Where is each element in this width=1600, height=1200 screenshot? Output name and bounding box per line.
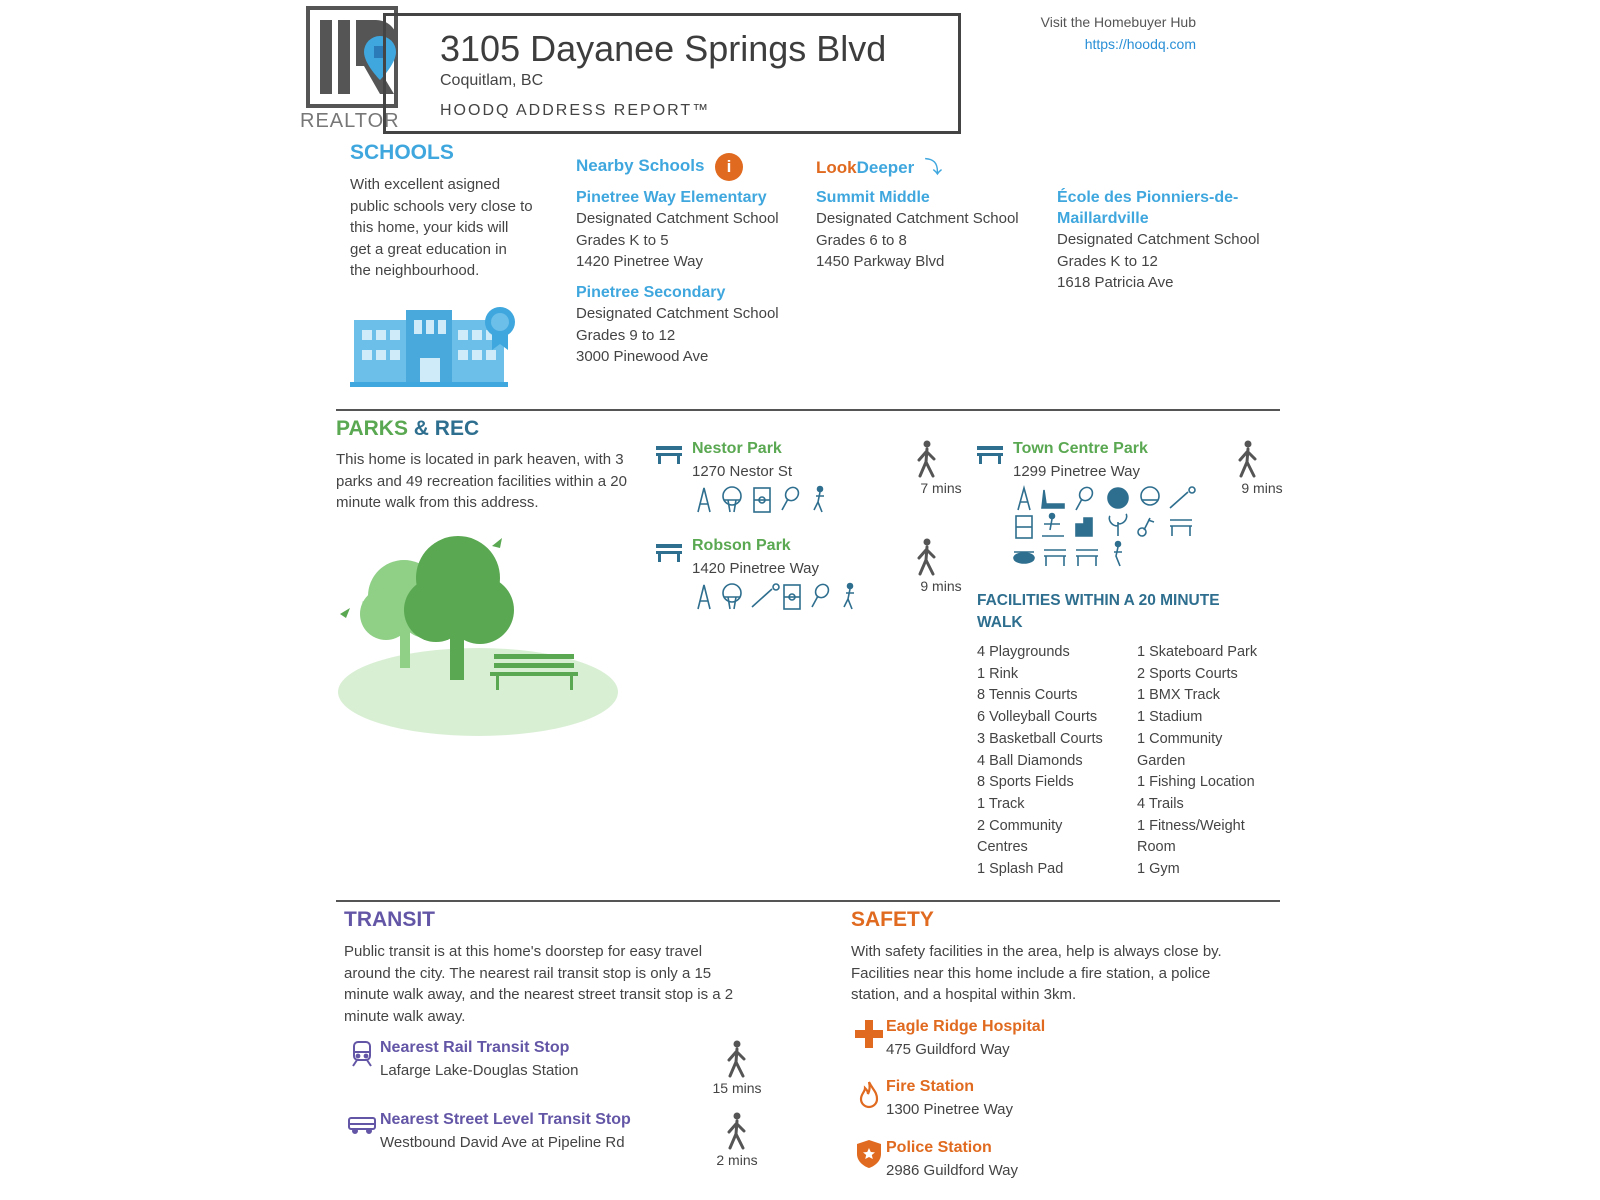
park-facility-icons: [694, 486, 844, 519]
school-address: 1450 Parkway Blvd: [816, 253, 945, 270]
facilities-list-right: [1137, 642, 1257, 881]
hospital-cross-icon: [855, 1020, 883, 1053]
facility-item: 2 Sports Courts: [1137, 665, 1238, 682]
park-name[interactable]: Nestor Park: [692, 440, 782, 457]
transit-label[interactable]: Nearest Street Level Transit Stop: [380, 1111, 631, 1128]
transit-item-1: [380, 1111, 631, 1151]
safety-label[interactable]: Fire Station: [886, 1078, 975, 1095]
facility-item: 8 Sports Fields: [977, 774, 1074, 791]
safety-address: 475 Guildford Way: [886, 1041, 1010, 1058]
facilities-list-left: [977, 642, 1103, 881]
stadium-icon: [1076, 518, 1092, 536]
homebuyer-hub-link[interactable]: https://hoodq.com: [1084, 36, 1196, 52]
homebuyer-hub-label: Visit the Homebuyer Hub: [1040, 14, 1196, 30]
track-icon: [1042, 514, 1064, 537]
facility-item: 1 BMX Track: [1137, 687, 1220, 704]
school-name[interactable]: Summit Middle: [816, 189, 930, 206]
school-type: Designated Catchment School: [1057, 231, 1260, 248]
facility-item: Centres: [977, 839, 1028, 856]
park-trees-illustration: [338, 534, 624, 749]
safety-label[interactable]: Eagle Ridge Hospital: [886, 1018, 1046, 1035]
transit-title: TRANSIT: [344, 908, 435, 931]
police-badge-icon: [857, 1140, 881, 1173]
school-grades: Grades 9 to 12: [576, 326, 676, 344]
walking-person-icon: [724, 1112, 750, 1155]
bench-small-icon: [1170, 520, 1192, 536]
facility-item: 8 Tennis Courts: [977, 687, 1078, 704]
realtor-logo-text: REALTOR: [300, 110, 400, 132]
school-grades: Grades K to 12: [1057, 252, 1158, 270]
facility-item: 1 Gym: [1137, 861, 1180, 878]
deeper-label: Deeper: [856, 158, 915, 177]
tennis-icon: [1076, 485, 1095, 510]
playground-icon: [698, 488, 710, 512]
school-address: 1420 Pinetree Way: [576, 253, 704, 270]
school-address: 3000 Pinewood Ave: [576, 348, 709, 365]
school-item-3: [1057, 187, 1260, 294]
school-item-1: [576, 282, 779, 368]
school-grades: Grades 6 to 8: [816, 231, 907, 249]
parks-description: This home is located in park heaven, with 3 parks and 49 recreation facilities within a 20 minute walk from this address.: [336, 451, 627, 511]
tennis-icon: [782, 485, 801, 510]
transit-stop: Lafarge Lake-Douglas Station: [380, 1062, 579, 1079]
safety-label[interactable]: Police Station: [886, 1139, 992, 1156]
divider: [336, 900, 1280, 902]
facility-item: 4 Playgrounds: [977, 644, 1070, 660]
community-icon: [1044, 550, 1066, 566]
baseball-icon: [752, 584, 779, 607]
school-type: Designated Catchment School: [576, 305, 779, 322]
splash-pad-icon: [1014, 552, 1034, 563]
baseball-icon: [1170, 487, 1195, 508]
facility-item: 1 Community: [1137, 730, 1223, 747]
bmx-icon: [1138, 518, 1154, 536]
school-address: 1618 Patricia Ave: [1057, 274, 1174, 291]
safety-item-2: [886, 1139, 1018, 1179]
transit-description: Public transit is at this home's doorstep for easy travel around the city. The nearest rail transit stop is only a 15 minute walk away, and the nearest street transit stop is a 2 minute walk away.: [344, 943, 734, 1025]
sports-field-icon: [1016, 516, 1032, 538]
facility-item: 1 Rink: [977, 665, 1019, 682]
property-city: Coquitlam, BC: [440, 72, 544, 89]
park-address: 1299 Pinetree Way: [1013, 463, 1141, 480]
park-item-0: [692, 440, 792, 480]
safety-description: With safety facilities in the area, help is always close by. Facilities near this home include a fire station, a police station, and a hospital within 3km.: [851, 943, 1222, 1003]
info-icon[interactable]: i: [715, 153, 743, 181]
property-address: 3105 Dayanee Springs Blvd: [440, 28, 887, 69]
bench-icon: [656, 444, 682, 469]
facility-item: 1 Skateboard Park: [1137, 644, 1258, 660]
fitness-icon: [814, 487, 824, 513]
schools-description: With excellent asigned public schools very close to this home, your kids will get a great education in the neighbourhood.: [350, 176, 533, 279]
facility-item: 1 Splash Pad: [977, 861, 1064, 878]
transit-label[interactable]: Nearest Rail Transit Stop: [380, 1039, 570, 1056]
park-item-1: [692, 537, 819, 577]
park-address: 1420 Pinetree Way: [692, 560, 820, 577]
safety-address: 1300 Pinetree Way: [886, 1101, 1014, 1118]
safety-item-0: [886, 1018, 1045, 1058]
park-facility-icons: [1014, 486, 1214, 571]
facility-item: 4 Ball Diamonds: [977, 752, 1083, 769]
facility-item: Garden: [1137, 752, 1186, 769]
basketball-icon: [723, 584, 741, 609]
look-label: Look: [816, 158, 857, 177]
safety-address: 2986 Guildford Way: [886, 1162, 1019, 1179]
school-grades: Grades K to 5: [576, 231, 669, 249]
facility-item: 1 Fishing Location: [1137, 774, 1255, 791]
facility-item: 2 Community: [977, 817, 1063, 834]
divider: [336, 409, 1280, 411]
walking-person-icon: [1235, 440, 1261, 483]
tennis-icon: [812, 582, 831, 607]
bench-icon: [656, 542, 682, 567]
walk-time: 2 mins: [716, 1152, 758, 1168]
facility-item: Room: [1137, 839, 1176, 856]
playground-icon: [1018, 488, 1030, 510]
community-centre-icon: [1076, 550, 1098, 566]
school-item-0: [576, 187, 779, 273]
safety-title: SAFETY: [851, 908, 934, 931]
volleyball-icon: [1108, 488, 1128, 508]
nearby-schools-heading: [576, 153, 743, 181]
school-item-2: [816, 187, 1019, 273]
school-type: Designated Catchment School: [576, 210, 779, 227]
facility-item: 1 Fitness/Weight: [1137, 817, 1245, 834]
school-name-line1[interactable]: École des Pionniers-de-: [1057, 189, 1239, 206]
walk-time: 7 mins: [920, 480, 962, 496]
bus-icon: [348, 1116, 376, 1139]
train-icon: [351, 1040, 373, 1073]
school-name-line2[interactable]: Maillardville: [1057, 210, 1149, 227]
school-name[interactable]: Pinetree Way Elementary: [576, 189, 767, 206]
report-title: HOODQ ADDRESS REPORT™: [440, 102, 711, 119]
parks-title: PARKS & REC: [336, 417, 480, 440]
fitness-icon: [844, 584, 854, 610]
facilities-title: FACILITIES WITHIN A 20 MINUTE WALK: [977, 592, 1220, 631]
facility-item: 6 Volleyball Courts: [977, 709, 1098, 726]
school-type: Designated Catchment School: [816, 210, 1019, 227]
flame-icon: [859, 1080, 879, 1113]
schools-title: SCHOOLS: [350, 141, 454, 164]
skate-icon: [1042, 490, 1064, 508]
look-deeper-link[interactable]: [816, 153, 942, 178]
park-name[interactable]: Town Centre Park: [1013, 440, 1148, 457]
walking-person-icon: [724, 1040, 750, 1083]
park-name[interactable]: Robson Park: [692, 537, 791, 554]
fitness-icon: [1114, 542, 1122, 567]
park-facility-icons: [694, 583, 874, 616]
transit-stop: Westbound David Ave at Pipeline Rd: [380, 1134, 625, 1151]
park-address: 1270 Nestor St: [692, 463, 793, 480]
safety-item-1: [886, 1078, 1013, 1118]
sports-field-icon: [754, 488, 770, 512]
transit-item-0: [380, 1039, 578, 1079]
garden-icon: [1109, 514, 1126, 536]
walking-person-icon: [914, 538, 940, 581]
facility-item: 1 Track: [977, 795, 1025, 812]
arrow-down-icon: ⤵: [924, 158, 942, 177]
school-building-icon: [354, 306, 518, 393]
playground-icon: [698, 585, 710, 609]
facility-item: 4 Trails: [1137, 795, 1184, 812]
sports-field-icon: [784, 585, 800, 609]
school-name[interactable]: Pinetree Secondary: [576, 284, 726, 301]
basketball-icon: [723, 487, 741, 512]
facility-item: 3 Basketball Courts: [977, 730, 1103, 747]
walk-time: 9 mins: [920, 578, 962, 594]
park-item-2: [1013, 440, 1148, 480]
walk-time: 9 mins: [1241, 480, 1283, 496]
walking-person-icon: [914, 440, 940, 483]
bench-icon: [977, 444, 1003, 469]
facility-item: 1 Stadium: [1137, 709, 1203, 726]
basketball-icon: [1141, 487, 1159, 505]
walk-time: 15 mins: [712, 1080, 762, 1096]
nearby-schools-label: Nearby Schools: [576, 156, 705, 176]
